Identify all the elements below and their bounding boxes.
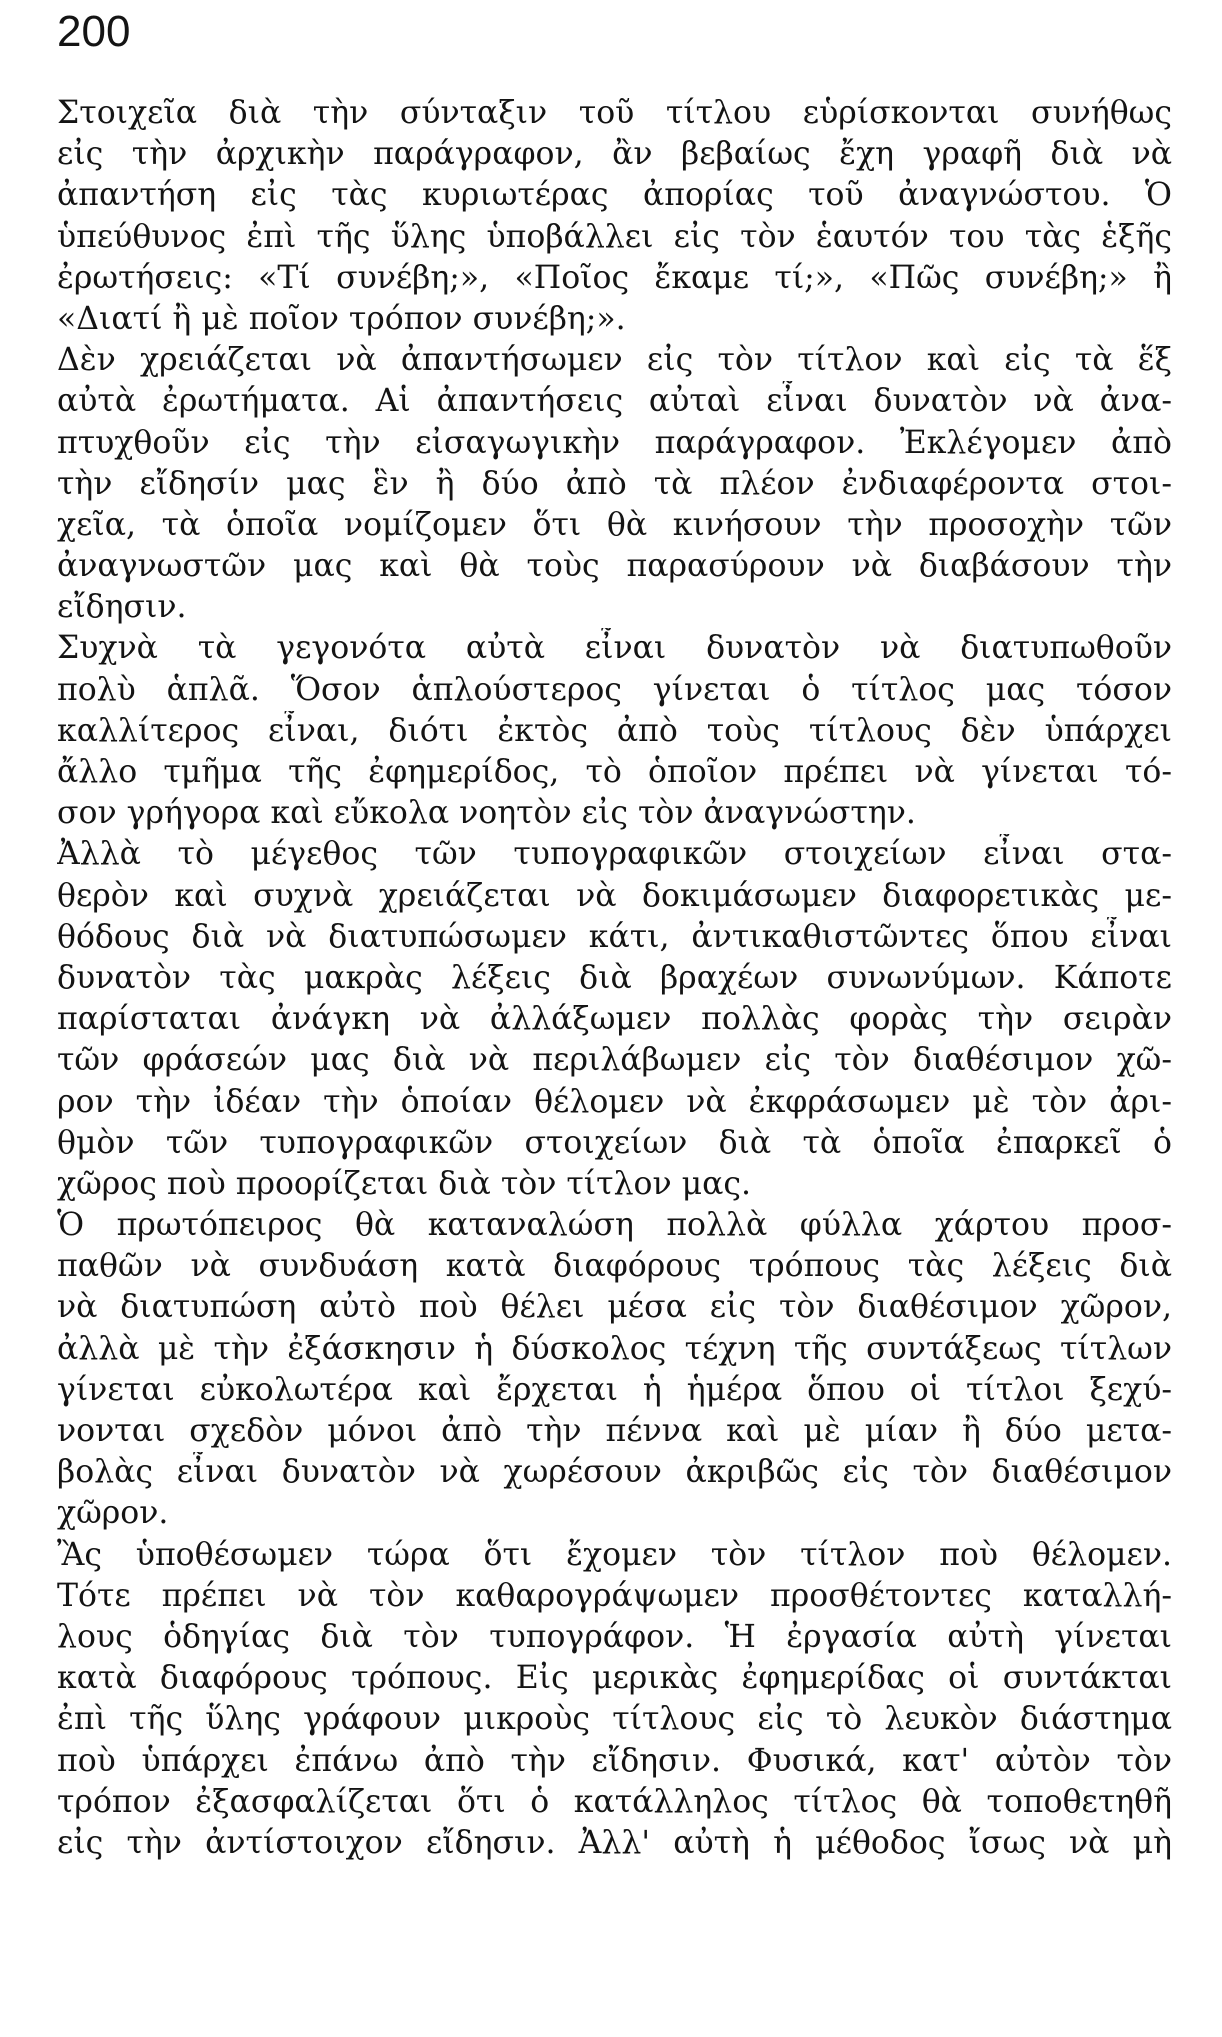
text-line: λους ὁδηγίας διὰ τὸν τυπογράφον. Ἡ ἐργασία αὐτὴ γίνεται (57, 1618, 1172, 1655)
text-line: πολὺ ἁπλᾶ. Ὅσον ἁπλούστερος γίνεται ὁ τίτλος μας τόσον (57, 671, 1172, 708)
text-line: εἴδησιν. (57, 589, 187, 626)
text-line: νὰ διατυπώση αὐτὸ ποὺ θέλει μέσα εἰς τὸν διαθέσιμον χῶρον, (57, 1289, 1172, 1326)
text-line: καλλίτερος εἶναι, διότι ἐκτὸς ἀπὸ τοὺς τίτλους δὲν ὑπάρχει (57, 712, 1172, 749)
text-line: εἰς τὴν ἀντίστοιχον εἴδησιν. Ἀλλ' αὐτὴ ἡ μέθοδος ἴσως νὰ μὴ (57, 1824, 1172, 1861)
text-line: βολὰς εἶναι δυνατὸν νὰ χωρέσουν ἀκριβῶς εἰς τὸν διαθέσιμον (57, 1454, 1172, 1491)
text-line: τρόπον ἐξασφαλίζεται ὅτι ὁ κατάλληλος τίτλος θὰ τοποθετηθῆ (57, 1783, 1172, 1820)
text-line: γίνεται εὐκολωτέρα καὶ ἔρχεται ἡ ἡμέρα ὅπου οἱ τίτλοι ξεχύ- (57, 1371, 1172, 1408)
text-line: ἐπὶ τῆς ὕλης γράφουν μικροὺς τίτλους εἰς τὸ λευκὸν διάστημα (57, 1701, 1172, 1738)
text-line: ἐρωτήσεις: «Τί συνέβη;», «Ποῖος ἔκαμε τί;», «Πῶς συνέβη;» ἢ (57, 259, 1172, 296)
text-line: Δὲν χρειάζεται νὰ ἀπαντήσωμεν εἰς τὸν τίτλον καὶ εἰς τὰ ἕξ (57, 342, 1172, 379)
text-line: χεῖα, τὰ ὁποῖα νομίζομεν ὅτι θὰ κινήσουν τὴν προσοχὴν τῶν (57, 506, 1172, 543)
text-line: Τότε πρέπει νὰ τὸν καθαρογράψωμεν προσθέτοντες καταλλή- (57, 1577, 1172, 1614)
text-line: χῶρον. (57, 1495, 169, 1532)
text-line: θερὸν καὶ συχνὰ χρειάζεται νὰ δοκιμάσωμεν διαφορετικὰς με- (57, 877, 1172, 914)
text-line: Ἂς ὑποθέσωμεν τώρα ὅτι ἔχομεν τὸν τίτλον ποὺ θέλομεν. (57, 1536, 1172, 1573)
text-line: κατὰ διαφόρους τρόπους. Εἰς μερικὰς ἐφημερίδας οἱ συντάκται (57, 1660, 1172, 1697)
text-line: ἀναγνωστῶν μας καὶ θὰ τοὺς παρασύρουν νὰ διαβάσουν τὴν (57, 548, 1172, 585)
text-line: παθῶν νὰ συνδυάση κατὰ διαφόρους τρόπους τὰς λέξεις διὰ (57, 1248, 1172, 1285)
text-line: ἄλλο τμῆμα τῆς ἐφημερίδος, τὸ ὁποῖον πρέπει νὰ γίνεται τό- (57, 754, 1172, 790)
text-line: παρίσταται ἀνάγκη νὰ ἀλλάξωμεν πολλὰς φορὰς τὴν σειρὰν (57, 1001, 1172, 1038)
text-line: δυνατὸν τὰς μακρὰς λέξεις διὰ βραχέων συνωνύμων. Κάποτε (57, 959, 1172, 996)
text-line: ὑπεύθυνος ἐπὶ τῆς ὕλης ὑποβάλλει εἰς τὸν ἑαυτόν του τὰς ἑξῆς (57, 218, 1172, 255)
text-line: νονται σχεδὸν μόνοι ἀπὸ τὴν πέννα καὶ μὲ μίαν ἢ δύο μετα- (57, 1413, 1172, 1449)
text-line: χῶρος ποὺ προορίζεται διὰ τὸν τίτλον μας. (57, 1165, 752, 1202)
text-line: ρον τὴν ἰδέαν τὴν ὁποίαν θέλομεν νὰ ἐκφράσωμεν μὲ τὸν ἀρι- (57, 1083, 1172, 1120)
text-line: Ἀλλὰ τὸ μέγεθος τῶν τυπογραφικῶν στοιχείων εἶναι στα- (57, 836, 1172, 873)
text-line: θμὸν τῶν τυπογραφικῶν στοιχείων διὰ τὰ ὁποῖα ἐπαρκεῖ ὁ (57, 1124, 1172, 1161)
text-line: Ὁ πρωτόπειρος θὰ καταναλώση πολλὰ φύλλα χάρτου προσ- (57, 1207, 1172, 1244)
text-line: σον γρήγορα καὶ εὔκολα νοητὸν εἰς τὸν ἀναγνώστην. (57, 795, 916, 832)
text-line: ἀλλὰ μὲ τὴν ἐξάσκησιν ἡ δύσκολος τέχνη τῆς συντάξεως τίτλων (57, 1330, 1172, 1367)
text-line: ποὺ ὑπάρχει ἐπάνω ἀπὸ τὴν εἴδησιν. Φυσικά, κατ' αὐτὸν τὸν (57, 1742, 1172, 1779)
text-line: Στοιχεῖα διὰ τὴν σύνταξιν τοῦ τίτλου εὑρίσκονται συνήθως (57, 95, 1172, 131)
text-line: πτυχθοῦν εἰς τὴν εἰσαγωγικὴν παράγραφον. Ἐκλέγομεν ἀπὸ (57, 424, 1172, 461)
text-line: ἀπαντήση εἰς τὰς κυριωτέρας ἀπορίας τοῦ ἀναγνώστου. Ὁ (57, 177, 1172, 214)
text-line: εἰς τὴν ἀρχικὴν παράγραφον, ἂν βεβαίως ἔχη γραφῆ διὰ νὰ (57, 136, 1172, 173)
text-line: τῶν φράσεών μας διὰ νὰ περιλάβωμεν εἰς τὸν διαθέσιμον χῶ- (57, 1042, 1172, 1079)
body-text (57, 93, 1172, 1864)
text-line: «Διατί ἢ μὲ ποῖον τρόπον συνέβη;». (57, 300, 626, 337)
text-line: θόδους διὰ νὰ διατυπώσωμεν κάτι, ἀντικαθιστῶντες ὅπου εἶναι (57, 918, 1172, 955)
page-number: 200 (57, 7, 131, 56)
text-line: τὴν εἴδησίν μας ἓν ἢ δύο ἀπὸ τὰ πλέον ἐνδιαφέροντα στοι- (57, 465, 1172, 502)
text-line: αὐτὰ ἐρωτήματα. Αἱ ἀπαντήσεις αὐταὶ εἶναι δυνατὸν νὰ ἀνα- (57, 383, 1172, 420)
text-line: Συχνὰ τὰ γεγονότα αὐτὰ εἶναι δυνατὸν νὰ διατυπωθοῦν (57, 630, 1172, 667)
